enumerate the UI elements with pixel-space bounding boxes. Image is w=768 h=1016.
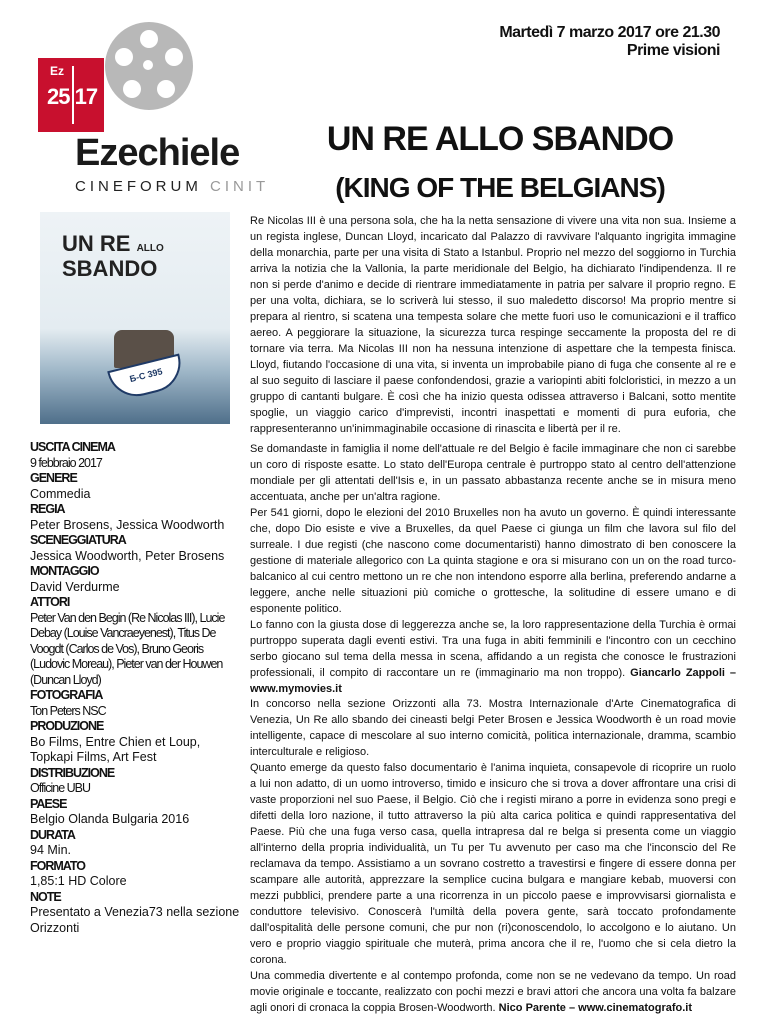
credit-label: MONTAGGIO <box>30 564 99 578</box>
credit-value: Peter Van den Begin (Re Nicolas III), Lucie Debay (Louise Vancraeyenest), Titus De Voogdt (Carlos de Vos), Bruno Georis (Ludovic Moreau), Pieter van der Houwen (Duncan Lloyd) <box>30 610 225 687</box>
credit-value: 94 Min. <box>30 843 71 857</box>
credit-value: 9 febbraio 2017 <box>30 455 102 470</box>
credit-value: Officine UBU <box>30 781 91 795</box>
review-paragraph: Una commedia divertente e al contempo profonda, come non se ne vedevano da tempo. Un road movie originale e toccante, realizzato con pochi mezzi e bravi attori che ancora una volta fa balzare agli onori di cronaca la coppia Brosen-Woodworth. Nico Parente – www.cinematografo.it <box>250 970 736 1014</box>
credit-value: Jessica Woodworth, Peter Brosens <box>30 548 225 563</box>
review-signature: Giancarlo Zappoli – www.mymovies.it <box>250 667 736 695</box>
review-signature: Nico Parente – www.cinematografo.it <box>498 1002 693 1014</box>
credit-value: Bo Films, Entre Chien et Loup, Topkapi Films, Art Fest <box>30 734 201 764</box>
credit-label: PRODUZIONE <box>30 719 104 733</box>
poster-boat: Б-С 395 <box>107 354 187 403</box>
section-label: Prime visioni <box>626 42 720 59</box>
synopsis <box>250 213 736 437</box>
credit-label: DISTRIBUZIONE <box>30 765 115 780</box>
credit-label: ATTORI <box>30 595 70 609</box>
film-title: UN RE ALLO SBANDO <box>326 120 674 158</box>
credit-value: Belgio Olanda Bulgaria 2016 <box>30 812 190 826</box>
credit-label: NOTE <box>30 889 61 904</box>
review-mymovies <box>250 441 736 697</box>
credit-label: FORMATO <box>30 858 86 873</box>
season-logo <box>38 58 104 132</box>
brand-name: Ezechiele <box>75 132 240 174</box>
credit-value: Ton Peters NSC <box>30 703 106 718</box>
logo-season: 25 17 <box>47 84 98 109</box>
credit-label: DURATA <box>30 827 75 842</box>
film-credits <box>30 440 240 936</box>
credit-value: Peter Brosens, Jessica Woodworth <box>30 517 225 532</box>
credit-label: FOTOGRAFIA <box>30 688 103 702</box>
credit-value: David Verdurme <box>30 579 120 594</box>
credit-value: Presentato a Venezia73 nella sezione Orizzonti <box>30 905 240 935</box>
synopsis-text: Re Nicolas III è una persona sola, che ha la netta sensazione di vivere una vita non sua. Insieme a un regista inglese, Duncan Lloyd, incaricato dal Palazzo di ravvivare l'alquanto ingrigita immagine della monarchia, parte per una visita di Stato a Istanbul. Proprio nel mezzo del soggiorno in Turchia arriva la notizia che la Vallonia, la parte meridionale del Belgio, ha dichiarato l'indipendenza. Il re non si perde d'animo e decide di rientrare immediatamente in patria per salvare il proprio regno. E per una volta, dichiara, se lo scriverà lui stesso, il suo maledetto discorso! Ma proprio mentre si prepara al rientro, si scatena una tempesta solare che mette fuori uso le comunicazioni e il traffico aereo. A peggiorare la situazione, la sicurezza turca respinge seccamente la proposta del re di tornare via terra. Ma Nicolas III non ha nessuna intenzione di aspettare che la tempesta finisca. Lloyd, fiutando l'occasione di una vita, si inventa un improbabile piano di fuga che consente al re e al suo seguito di lasciare il paese confondendosi, grazie a variopinti abiti folcloristici, in mezzo a un gruppo di cantanti bulgare. È così che ha inizio questa odissea attraverso i Balcani, sotto mentite spoglie, un viaggio carico d'imprevisti, incontri inaspettati e momenti di pura euforia, che rappresenteranno un'inimmaginabile occasione di rinascita e libertà per il re. <box>250 215 736 435</box>
review-cinematografo <box>250 696 736 1016</box>
credit-label: REGIA <box>30 502 65 516</box>
credit-label: USCITA CINEMA <box>30 440 115 454</box>
review-paragraph: Quanto emerge da questo falso documentario è l'anima inquieta, consapevole di ricoprire un ruolo a lui non adatto, di un uomo introverso, timido e insicuro che si trova a dover affrontare una crisi di vaste proporzioni nel suo Paese, il Belgio. Ciò che i registi mirano a porre in evidenza sono pregi e difetti della loro nazione, il tutto attraverso la più alta carica politica e quindi rappresentativa del Paese. Più che una fuga verso casa, quella intrapresa dal re belga si presenta come un viaggio all'interno della propria individualità, un Tu per Tu avvenuto per caso ma che l'inconscio del Re reclamava da tempo. Assistiamo a un sovrano costretto a travestirsi e fingere di essere donna per scampare alle autorità, apprezzare la semplice cucina bulgara e mangiare kebab, muoversi con mezzi pubblici, prendere parte a una ricorrenza in un piccolo paese e improvvisarsi giornalista e conduttore televisivo. Conoscerà l'umiltà della povera gente, sarà toccato profondamente dall'ospitalità delle persone comuni, che pur non (ri)conoscendolo, lo accolgono e lo aiutano. Un vero e proprio viaggio spirituale che muterà, prima ancora che il re, l'uomo che si cela dietro la corona. <box>250 762 736 966</box>
screening-date: Martedì 7 marzo 2017 ore 21.30 <box>499 24 720 41</box>
review-paragraph: Lo fanno con la giusta dose di leggerezza anche se, la loro rappresentazione della Turchia è ormai purtroppo superata dagli eventi estivi. Tra una fuga in abiti femminili e l'incontro con un cecchino serbo giocano sul tema della messa in scena, affidando a un regista che conosce le frustrazioni professionali, il compito di raccontare un re (immaginario ma non troppo). Giancarlo Zappoli – www.mymovies.it <box>250 619 736 695</box>
credit-label: SCENEGGIATURA <box>30 533 126 547</box>
review-paragraph: Per 541 giorni, dopo le elezioni del 2010 Bruxelles non ha avuto un governo. È quindi interessante che, dopo Dio esiste e vive a Bruxelles, da quel Paese ci giunga un film che lavora sul filo del surreale. I due registi (che nascono come documentaristi) hanno dimostrato di ben conoscere la gestione di materiale allegorico con La quinta stagione e ora si misurano con un on the road turco-balcanico al cui centro mettono un re che non intendono esporre alla berlina, preferendo andarne a leggere, anche nelle situazioni più comiche o grottesche, la solitudine di essere umano e di esponente politico. <box>250 507 736 615</box>
poster-title: UN RE ALLO SBANDO <box>62 231 164 281</box>
film-reel-icon <box>105 22 193 110</box>
credit-value: 1,85:1 HD Colore <box>30 874 127 888</box>
review-paragraph: In concorso nella sezione Orizzonti alla 73. Mostra Internazionale d'Arte Cinematografica di Venezia, Un Re allo sbando dei cineasti belgi Peter Brosen e Jessica Woodworth è un road movie intelligente, capace di mescolare al suo interno comicità, politica internazionale, dramma, scambio interculturale e religioso. <box>250 698 736 758</box>
film-poster <box>40 212 230 424</box>
brand-subtitle: CINEFORUM CINIT <box>75 178 270 195</box>
review-paragraph: Se domandaste in famiglia il nome dell'attuale re del Belgio è facile immaginare che non ci sarebbe un coro di risposte esatte. Lo stato dell'Europa centrale è purtroppo stato al centro dell'attenzione mondiale per gli attentati dell'Isis e, in un passato abbastanza recente anche se in misura meno accentuata, anche per un'altra ragione. <box>250 443 736 503</box>
film-original-title: (KING OF THE BELGIANS) <box>335 172 665 203</box>
credit-label: PAESE <box>30 796 67 811</box>
logo-ez: Ez <box>50 64 65 78</box>
credit-value: Commedia <box>30 486 91 501</box>
credit-label: GENERE <box>30 471 77 485</box>
